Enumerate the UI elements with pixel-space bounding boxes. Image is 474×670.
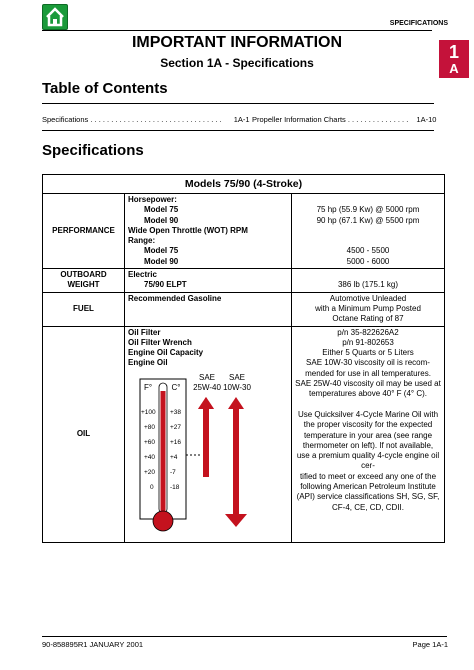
f-tick: +80	[144, 423, 156, 431]
toc-entry-text: Specifications . . . . . . . . . . . . . . . . . . . . . . . . . . . . . . . .	[42, 115, 222, 124]
item: Engine Oil	[128, 358, 168, 368]
toc-entry-text: Propeller Information Charts . . . . . . . . . . . . . . .	[252, 115, 409, 124]
weight-values	[292, 269, 445, 293]
fahrenheit-label: F°	[143, 382, 153, 392]
f-tick: +20	[144, 468, 156, 476]
item: Model 75	[144, 246, 179, 256]
specs-heading: Specifications	[42, 142, 144, 159]
weight-category	[43, 269, 125, 293]
performance-row	[43, 194, 445, 269]
toc-top-divider	[42, 103, 434, 104]
value: thermometer on left). If not available,	[302, 440, 434, 450]
value: temperature in your area (see range	[303, 430, 433, 440]
value: Octane Rating of 87	[332, 314, 404, 324]
value: mended for use in all temperatures.	[305, 368, 431, 378]
sae-10w30-arrow	[225, 397, 247, 527]
value: 4500 - 5500	[346, 246, 390, 256]
models-header: Models 75/90 (4-Stroke)	[43, 175, 445, 194]
toc-entry-specifications[interactable]	[42, 115, 250, 124]
page-subtitle: Section 1A - Specifications	[160, 56, 314, 70]
home-icon	[43, 5, 67, 29]
value: following American Petroleum Institute	[300, 482, 436, 492]
c-tick: -7	[170, 468, 176, 476]
toc-entry-propeller[interactable]	[252, 115, 436, 124]
item: Model 90	[144, 215, 179, 225]
celsius-label: C°	[171, 382, 181, 392]
item: Oil Filter	[128, 327, 161, 337]
value: SAE 25W-40 viscosity oil may be used at	[295, 379, 441, 389]
table-header-row	[43, 175, 445, 194]
value: SAE 10W-30 viscosity oil is recom-	[306, 358, 430, 368]
footer-divider	[42, 636, 447, 637]
tab-number: 1	[448, 42, 459, 62]
item: Electric	[128, 270, 157, 280]
value: p/n 91-802653	[342, 337, 394, 347]
value: 386 lb (175.1 kg)	[337, 280, 399, 290]
item: Model 75	[144, 205, 179, 215]
home-button[interactable]	[42, 4, 68, 30]
performance-values	[292, 194, 445, 269]
item: Model 90	[144, 256, 179, 266]
toc-entry-page: 1A-1	[233, 115, 250, 124]
oil-items	[125, 326, 292, 542]
fuel-values	[292, 292, 445, 326]
item: Oil Filter Wrench	[128, 337, 192, 347]
fuel-category: FUEL	[43, 292, 125, 326]
item: Engine Oil Capacity	[128, 348, 204, 358]
footer-doc-id: 90-858895R1 JANUARY 2001	[42, 640, 144, 649]
performance-category: PERFORMANCE	[43, 194, 125, 269]
section-tab[interactable]	[439, 40, 469, 78]
toc-bottom-divider	[42, 130, 434, 131]
sae-25w40-arrow	[198, 397, 214, 477]
fuel-row	[43, 292, 445, 326]
category-line: OUTBOARD	[60, 270, 107, 280]
weight-row	[43, 269, 445, 293]
item: Wide Open Throttle (WOT) RPM	[128, 225, 248, 235]
toc-heading: Table of Contents	[42, 80, 168, 97]
value: (API) service classifications SH, SG, SF,	[296, 492, 440, 502]
c-tick: -18	[170, 483, 180, 491]
section-label: SPECIFICATIONS	[389, 20, 448, 27]
f-tick: +40	[144, 453, 156, 461]
toc-entry-page: 1A-10	[416, 115, 437, 124]
header-divider	[42, 30, 432, 31]
value: the proper viscosity for the expected	[303, 420, 433, 430]
item: 75/90 ELPT	[144, 280, 187, 290]
c-tick: +38	[170, 408, 182, 416]
performance-items	[125, 194, 292, 269]
value: 90 hp (67.1 Kw) @ 5500 rpm	[316, 215, 420, 225]
c-tick: +27	[170, 423, 182, 431]
value: use a premium quality 4-cycle engine oil cer-	[296, 451, 440, 471]
c-tick: +16	[170, 438, 182, 446]
oil-viscosity-graphic	[128, 369, 288, 541]
value: Automotive Unleaded	[329, 293, 407, 303]
oil-row	[43, 326, 445, 542]
f-tick: 0	[150, 483, 154, 491]
oil1-label: SAE 25W-40	[193, 372, 221, 393]
f-tick: +100	[141, 408, 156, 416]
item: Horsepower:	[128, 195, 177, 204]
page-title: IMPORTANT INFORMATION	[131, 34, 343, 51]
footer-page: Page 1A-1	[412, 640, 448, 649]
value: 5000 - 6000	[346, 256, 390, 266]
value: CF-4, CE, CD, CDII.	[331, 502, 404, 512]
value: tified to meet or exceed any one of the	[299, 471, 437, 481]
c-tick: +4	[170, 453, 178, 461]
oil-category: OIL	[43, 326, 125, 542]
value: temperatures above 40° F (4° C).	[308, 389, 427, 399]
value: Either 5 Quarts or 5 Liters	[322, 348, 414, 358]
value: Use Quicksilver 4-Cycle Marine Oil with	[297, 409, 439, 419]
item: Range:	[128, 236, 156, 246]
tab-letter: A	[449, 61, 459, 76]
value: with a Minimum Pump Posted	[315, 303, 421, 313]
weight-items	[125, 269, 292, 293]
category-line: WEIGHT	[67, 280, 100, 290]
oil-values	[292, 326, 445, 542]
spec-table	[42, 174, 445, 543]
value: 75 hp (55.9 Kw) @ 5000 rpm	[316, 205, 420, 215]
f-tick: +60	[144, 438, 156, 446]
oil2-label: SAE 10W-30	[223, 372, 251, 393]
fuel-item: Recommended Gasoline	[125, 292, 292, 326]
value: p/n 35-822626A2	[337, 327, 399, 337]
